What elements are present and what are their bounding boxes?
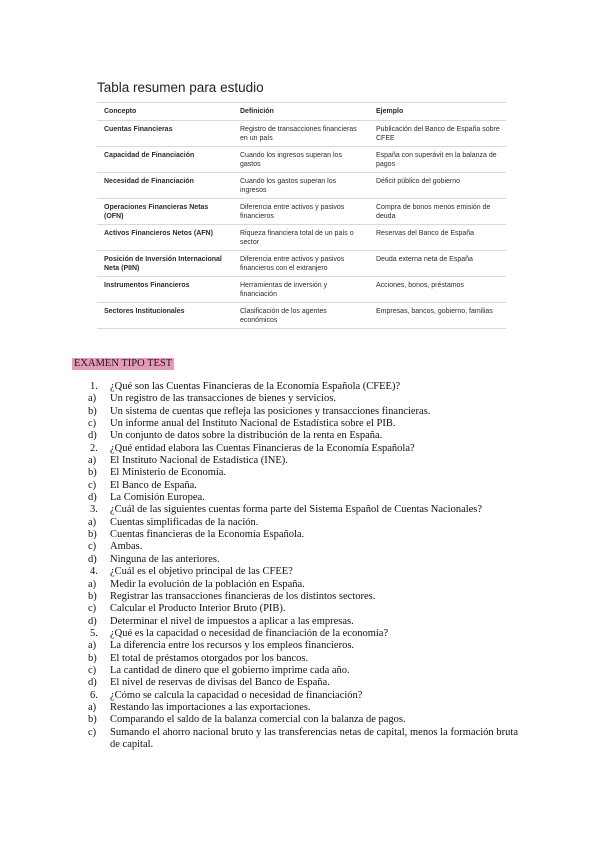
answer-option <box>88 418 518 430</box>
answer-option <box>88 677 518 689</box>
cell-concepto: Cuentas Financieras <box>97 121 233 147</box>
cell-ejemplo: Compra de bonos menos emisión de deuda <box>369 199 506 225</box>
option-marker: a) <box>88 701 97 713</box>
cell-definicion: Riqueza financiera total de un país o sector <box>233 225 369 251</box>
cell-ejemplo: Acciones, bonos, préstamos <box>369 277 506 303</box>
cell-concepto: Instrumentos Financieros <box>97 277 233 303</box>
option-text: El total de préstamos otorgados por los bancos. <box>110 652 309 664</box>
answer-option <box>88 640 518 652</box>
answer-option <box>88 727 518 752</box>
cell-definicion: Diferencia entre activos y pasivos financieros <box>233 199 369 225</box>
cell-ejemplo: Publicación del Banco de España sobre CFEE <box>369 121 506 147</box>
option-text: Comparando el saldo de la balanza comercial con la balanza de pagos. <box>110 714 406 726</box>
answer-option <box>88 393 518 405</box>
option-text: Ambas. <box>110 541 143 553</box>
option-marker: a) <box>88 393 97 405</box>
option-marker: c) <box>88 541 97 553</box>
answer-option <box>88 702 518 714</box>
question-text: ¿Qué es la capacidad o necesidad de financiación de la economía? <box>110 627 389 639</box>
cell-ejemplo: España con superávit en la balanza de pagos <box>369 147 506 173</box>
option-text: Un sistema de cuentas que refleja las posiciones y transacciones financieras. <box>110 405 431 417</box>
option-text: Medir la evolución de la población en España. <box>110 578 305 590</box>
cell-definicion: Cuando los ingresos superan los gastos <box>233 147 369 173</box>
option-text: Restando las importaciones a las exportaciones. <box>110 701 311 713</box>
question-number: 3. <box>90 504 98 516</box>
option-marker: c) <box>88 418 97 430</box>
answer-option <box>88 492 518 504</box>
table-row <box>97 147 506 173</box>
option-text: Cuentas simplificadas de la nación. <box>110 516 259 528</box>
question <box>88 566 518 578</box>
option-marker: d) <box>88 615 97 627</box>
answer-option <box>88 406 518 418</box>
option-text: La diferencia entre los recursos y los empleos financieros. <box>110 640 355 652</box>
option-marker: c) <box>88 726 97 738</box>
option-marker: d) <box>88 677 97 689</box>
answer-option <box>88 579 518 591</box>
option-marker: a) <box>88 578 97 590</box>
answer-option <box>88 529 518 541</box>
cell-ejemplo: Reservas del Banco de España <box>369 225 506 251</box>
answer-option <box>88 616 518 628</box>
option-text: Ninguna de las anteriores. <box>110 553 220 565</box>
table-row <box>97 121 506 147</box>
question-text: ¿Cuál de las siguientes cuentas forma parte del Sistema Español de Cuentas Nacionales? <box>110 504 483 516</box>
option-marker: a) <box>88 455 97 467</box>
question <box>88 381 518 393</box>
option-text: La Comisión Europea. <box>110 492 205 504</box>
option-text: Determinar el nivel de impuestos a aplicar a las empresas. <box>110 615 354 627</box>
answer-option <box>88 541 518 553</box>
answer-option <box>88 665 518 677</box>
question-text: ¿Cuál es el objetivo principal de las CFEE? <box>110 566 293 578</box>
option-marker: d) <box>88 492 97 504</box>
summary-table <box>97 102 506 329</box>
table-row <box>97 225 506 251</box>
option-marker: b) <box>88 714 97 726</box>
option-text: El Banco de España. <box>110 479 197 491</box>
cell-ejemplo: Deuda externa neta de España <box>369 251 506 277</box>
cell-concepto: Capacidad de Financiación <box>97 147 233 173</box>
option-marker: d) <box>88 553 97 565</box>
header-ejemplo: Ejemplo <box>369 103 506 121</box>
option-text: El nivel de reservas de divisas del Banco de España. <box>110 677 330 689</box>
answer-option <box>88 603 518 615</box>
exam-questions <box>88 381 518 751</box>
cell-concepto: Sectores Institucionales <box>97 303 233 329</box>
table-header-row <box>97 103 506 121</box>
option-text: Un conjunto de datos sobre la distribución de la renta en España. <box>110 430 383 442</box>
option-marker: c) <box>88 603 97 615</box>
option-text: Sumando el ahorro nacional bruto y las transferencias netas de capital, menos la formación bruta de capital. <box>110 726 518 750</box>
cell-concepto: Operaciones Financieras Netas (OFN) <box>97 199 233 225</box>
answer-option <box>88 591 518 603</box>
cell-definicion: Clasificación de los agentes económicos <box>233 303 369 329</box>
answer-option <box>88 467 518 479</box>
answer-option <box>88 480 518 492</box>
option-marker: b) <box>88 590 97 602</box>
answer-option <box>88 554 518 566</box>
option-marker: b) <box>88 652 97 664</box>
answer-option <box>88 517 518 529</box>
cell-definicion: Cuando los gastos superan los ingresos <box>233 173 369 199</box>
question-text: ¿Qué entidad elabora las Cuentas Financieras de la Economía Española? <box>110 442 415 454</box>
option-marker: d) <box>88 430 97 442</box>
question <box>88 690 518 702</box>
option-marker: a) <box>88 516 97 528</box>
question-number: 1. <box>90 381 98 392</box>
option-marker: c) <box>88 479 97 491</box>
cell-concepto: Posición de Inversión Internacional Neta (PIIN) <box>97 251 233 277</box>
cell-concepto: Necesidad de Financiación <box>97 173 233 199</box>
question-text: ¿Cómo se calcula la capacidad o necesidad de financiación? <box>110 689 363 701</box>
cell-definicion: Diferencia entre activos y pasivos financieros con el extranjero <box>233 251 369 277</box>
option-text: El Instituto Nacional de Estadística (INE). <box>110 455 288 467</box>
table-row <box>97 173 506 199</box>
question-number: 6. <box>90 689 98 701</box>
answer-option <box>88 430 518 442</box>
header-definicion: Definición <box>233 103 369 121</box>
exam-heading: EXAMEN TIPO TEST <box>74 358 173 369</box>
cell-definicion: Registro de transacciones financieras en un país <box>233 121 369 147</box>
question-number: 5. <box>90 627 98 639</box>
option-marker: b) <box>88 529 97 541</box>
question-number: 4. <box>90 566 98 578</box>
option-marker: a) <box>88 640 97 652</box>
option-text: Registrar las transacciones financieras de los distintos sectores. <box>110 590 376 602</box>
answer-option <box>88 714 518 726</box>
header-concepto: Concepto <box>97 103 233 121</box>
table-row <box>97 199 506 225</box>
option-text: Cuentas financieras de la Economía Española. <box>110 529 305 541</box>
question-number: 2. <box>90 442 98 454</box>
question <box>88 443 518 455</box>
option-text: Calcular el Producto Interior Bruto (PIB). <box>110 603 286 615</box>
option-text: El Ministerio de Economía. <box>110 467 227 479</box>
table-row <box>97 303 506 329</box>
question <box>88 628 518 640</box>
cell-concepto: Activos Financieros Netos (AFN) <box>97 225 233 251</box>
question-text: ¿Qué son las Cuentas Financieras de la Economía Española (CFEE)? <box>110 381 401 392</box>
cell-ejemplo: Déficit público del gobierno <box>369 173 506 199</box>
table-title: Tabla resumen para estudio <box>97 80 264 95</box>
question <box>88 504 518 516</box>
option-text: Un registro de las transacciones de bienes y servicios. <box>110 393 336 405</box>
option-marker: b) <box>88 467 97 479</box>
table-row <box>97 277 506 303</box>
option-marker: c) <box>88 664 97 676</box>
option-marker: b) <box>88 405 97 417</box>
option-text: La cantidad de dinero que el gobierno imprime cada año. <box>110 664 350 676</box>
answer-option <box>88 653 518 665</box>
cell-ejemplo: Empresas, bancos, gobierno, familias <box>369 303 506 329</box>
cell-definicion: Herramientas de inversión y financiación <box>233 277 369 303</box>
option-text: Un informe anual del Instituto Nacional de Estadística sobre el PIB. <box>110 418 396 430</box>
answer-option <box>88 455 518 467</box>
table-row <box>97 251 506 277</box>
